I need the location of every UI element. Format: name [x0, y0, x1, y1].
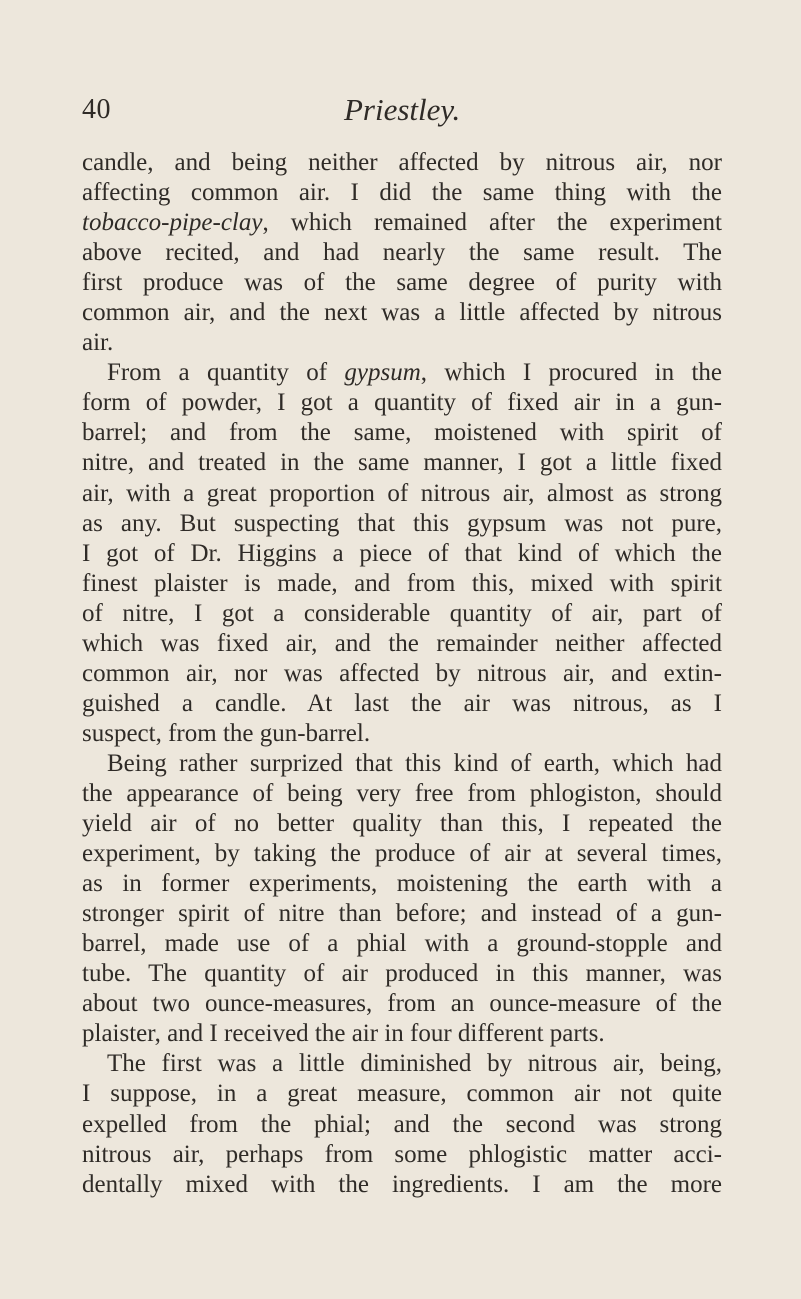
text-line: plaister, and I received the air in four different parts.	[82, 1020, 605, 1048]
text-line: common air, and the next was a little affected by nitrous	[82, 299, 722, 327]
text-line: affecting common air. I did the same thing with the	[82, 179, 722, 207]
text-line: common air, nor was affected by nitrous air, and extin-	[82, 659, 722, 687]
text-line: barrel; and from the same, moistened with spirit of	[82, 419, 722, 447]
text-line: stronger spirit of nitre than before; and instead of a gun-	[82, 900, 722, 928]
page-number: 40	[82, 94, 111, 125]
italic-term: tobacco-pipe-clay	[82, 209, 263, 237]
text-line: the appearance of being very free from phlogiston, should	[82, 779, 722, 807]
text-line: nitre, and treated in the same manner, I got a little fixed	[82, 449, 722, 477]
text-line: From a quantity of gypsum, which I procured in the	[107, 359, 723, 387]
text-line: tobacco-pipe-clay, which remained after the experiment	[82, 209, 722, 237]
text-line: about two ounce-measures, from an ounce-measure of the	[82, 990, 722, 1018]
text-line: barrel, made use of a phial with a ground-stopple and	[82, 930, 722, 958]
text-line: I suppose, in a great measure, common air not quite	[82, 1080, 722, 1108]
text-line: nitrous air, perhaps from some phlogistic matter acci-	[82, 1140, 722, 1168]
text-line: of nitre, I got a considerable quantity of air, part of	[82, 599, 722, 627]
running-title: Priestley.	[344, 92, 461, 127]
body-text	[82, 148, 722, 1200]
text-line: The first was a little diminished by nitrous air, being,	[107, 1050, 722, 1078]
text-line: form of powder, I got a quantity of fixed air in a gun-	[82, 389, 722, 417]
running-head	[82, 92, 722, 128]
text-line: suspect, from the gun-barrel.	[82, 719, 371, 747]
text-line: Being rather surprized that this kind of earth, which had	[107, 749, 722, 777]
text-line: air, with a great proportion of nitrous air, almost as strong	[82, 479, 722, 507]
text-line: tube. The quantity of air produced in this manner, was	[82, 960, 722, 988]
text-line: dentally mixed with the ingredients. I am the more	[82, 1170, 722, 1198]
text-line: air.	[82, 329, 114, 357]
text-line: as in former experiments, moistening the earth with a	[82, 870, 722, 898]
text-line: finest plaister is made, and from this, mixed with spirit	[82, 569, 722, 597]
text-line: expelled from the phial; and the second was strong	[82, 1110, 722, 1138]
text-line: yield air of no better quality than this, I repeated the	[82, 810, 722, 838]
text-line: experiment, by taking the produce of air at several times,	[82, 840, 722, 868]
text-line: as any. But suspecting that this gypsum was not pure,	[82, 509, 722, 537]
italic-term: gypsum	[344, 359, 421, 387]
text-line: candle, and being neither affected by nitrous air, nor	[82, 149, 722, 176]
text-line: first produce was of the same degree of purity with	[82, 269, 722, 297]
text-line: guished a candle. At last the air was nitrous, as I	[82, 689, 722, 717]
text-line: above recited, and had nearly the same result. The	[82, 239, 722, 267]
text-line: which was fixed air, and the remainder neither affected	[82, 629, 722, 657]
text-line: I got of Dr. Higgins a piece of that kind of which the	[82, 539, 722, 567]
